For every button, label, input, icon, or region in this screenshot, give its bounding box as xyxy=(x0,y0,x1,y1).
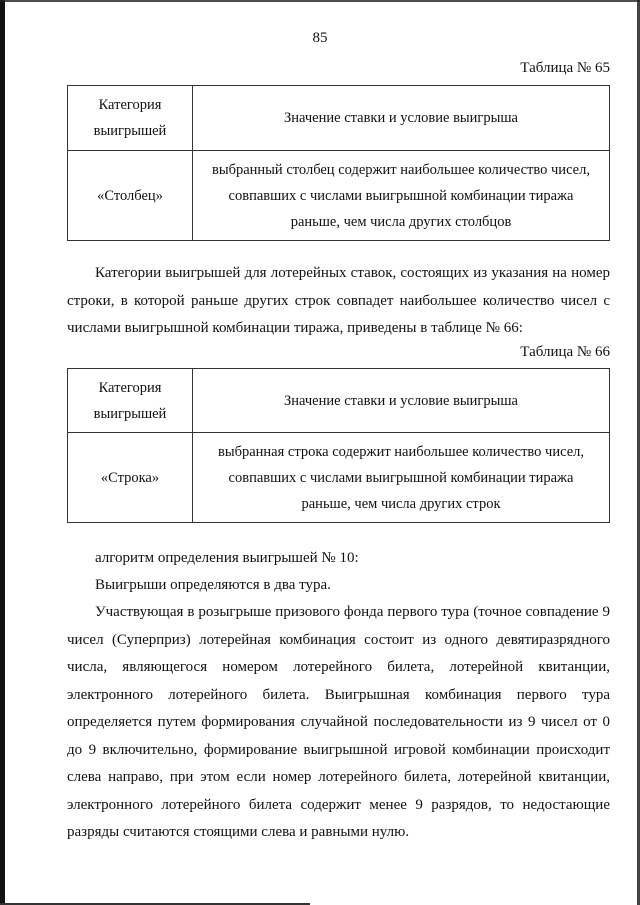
row-category: «Строка» xyxy=(68,433,193,523)
two-rounds-text: Выигрыши определяются в два тура. xyxy=(95,577,331,593)
table-66-caption: Таблица № 66 xyxy=(520,344,610,360)
scan-edge-left xyxy=(0,0,5,905)
table-66 xyxy=(67,368,610,523)
algorithm-heading: алгоритм определения выигрышей № 10: xyxy=(95,550,359,566)
row-condition: выбранная строка содержит наибольшее количество чисел, совпавших с числами выигрышной комбинации тиража раньше, чем числа других строк xyxy=(193,433,610,523)
row-condition: выбранный столбец содержит наибольшее количество чисел, совпавших с числами выигрышной комбинации тиража раньше, чем числа других столбцов xyxy=(193,151,610,241)
table-65-caption: Таблица № 65 xyxy=(520,60,610,76)
row-category: «Столбец» xyxy=(68,151,193,241)
first-round-paragraph: Участвующая в розыгрыше призового фонда первого тура (точное совпадение 9 чисел (Суперприз) лотерейная комбинация состоит из одного девятиразрядного числа, являющегося номером лотерейного билета, лотерейной квитанции, электронного лотерейного билета. Выигрышная комбинация первого тура определяется путем формирования случайной последовательности из 9 чисел от 0 до 9 включительно, формирование выигрышной игровой комбинации происходит слева направо, при этом если номер лотерейного билета, лотерейной квитанции, электронного лотерейного билета содержит менее 9 разрядов, то недостающие разряды считаются стоящими слева и равными нулю. xyxy=(67,604,610,840)
header-category: Категория выигрышей xyxy=(68,86,193,151)
table-header-row xyxy=(68,86,610,151)
header-category: Категория выигрышей xyxy=(68,369,193,433)
intro-table-66: Категории выигрышей для лотерейных ставок, состоящих из указания на номер строки, в которой раньше других строк совпадет наибольшее количество чисел с числами выигрышной комбинации тиража, приведены в таблице № 66: xyxy=(67,265,610,336)
header-condition: Значение ставки и условие выигрыша xyxy=(193,86,610,151)
page-number: 85 xyxy=(312,30,328,46)
table-row xyxy=(68,433,610,523)
scan-edge-top xyxy=(0,0,640,2)
table-65 xyxy=(67,85,610,241)
table-header-row xyxy=(68,369,610,433)
table-row xyxy=(68,151,610,241)
header-condition: Значение ставки и условие выигрыша xyxy=(193,369,610,433)
